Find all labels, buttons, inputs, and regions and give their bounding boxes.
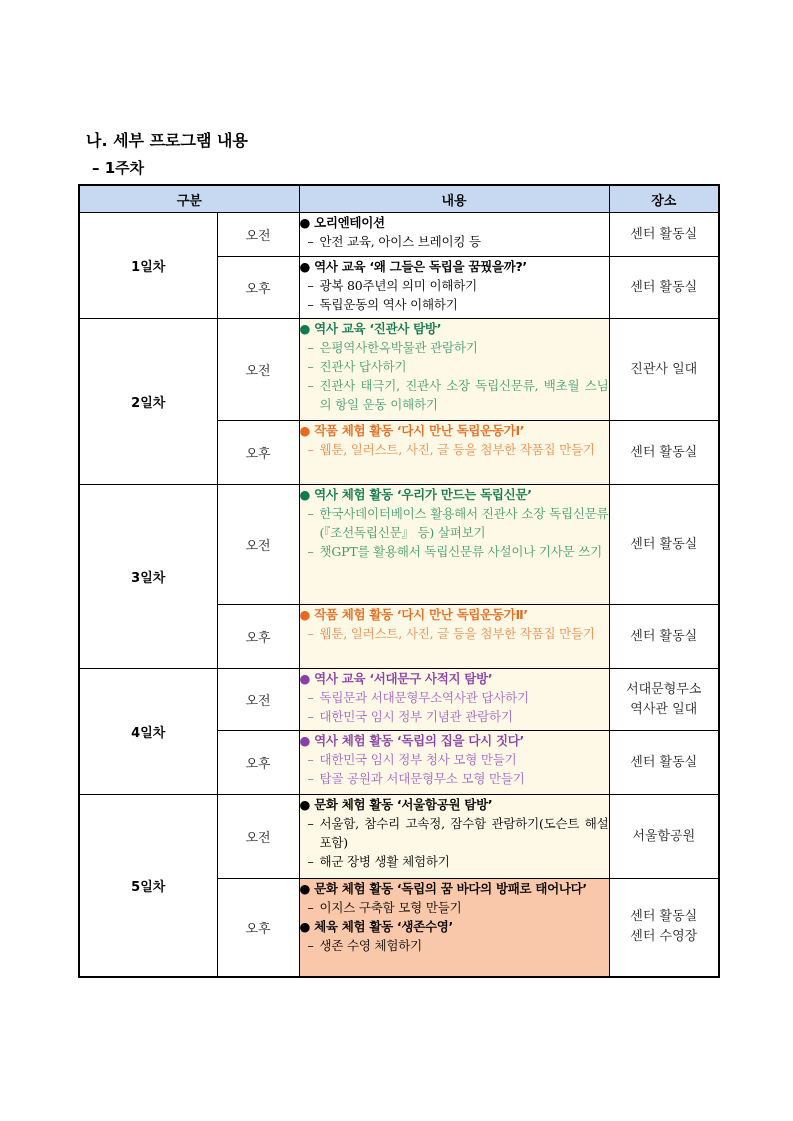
header-content: 내용 bbox=[299, 185, 609, 213]
dash-icon: – bbox=[307, 854, 314, 869]
list-item bbox=[300, 440, 609, 459]
period-label: 오전 bbox=[217, 213, 299, 257]
activity-items bbox=[300, 232, 609, 251]
activity-title bbox=[300, 879, 609, 898]
place-label: 서대문형무소 bbox=[626, 681, 702, 697]
activity-title bbox=[300, 605, 609, 624]
list-item bbox=[300, 542, 609, 561]
list-item bbox=[300, 707, 609, 726]
list-item-text: 해군 장병 생활 체험하기 bbox=[319, 854, 450, 869]
activity-items bbox=[300, 504, 609, 561]
session-content bbox=[299, 421, 609, 485]
place-cell bbox=[609, 213, 719, 257]
dash-icon: – bbox=[307, 709, 314, 724]
activity-items bbox=[300, 338, 609, 414]
schedule-table bbox=[78, 184, 720, 978]
place-label: 센터 활동실 bbox=[630, 754, 698, 770]
activity-title-text: 오리엔테이션 bbox=[314, 215, 385, 230]
list-item-text: 진관사 답사하기 bbox=[319, 359, 407, 374]
place-label: 서울함공원 bbox=[632, 828, 696, 844]
activity-title bbox=[300, 917, 609, 936]
dash-icon: – bbox=[307, 544, 314, 559]
dash-icon: – bbox=[307, 359, 314, 374]
bullet-icon: ● bbox=[299, 321, 311, 336]
list-item bbox=[300, 898, 609, 917]
place-cell bbox=[609, 485, 719, 605]
list-item-text: 웹툰, 일러스트, 사진, 글 등을 첨부한 작품집 만들기 bbox=[319, 626, 595, 641]
list-item bbox=[300, 936, 609, 955]
activity-items bbox=[300, 440, 609, 459]
day-label: 1일차 bbox=[79, 213, 217, 319]
place-cell bbox=[609, 257, 719, 319]
table-header-row bbox=[79, 185, 719, 213]
list-item-text: 챗GPT를 활용해서 독립신문류 사설이나 기사문 쓰기 bbox=[319, 544, 603, 559]
dash-icon: – bbox=[307, 900, 314, 915]
activity-title bbox=[300, 319, 609, 338]
period-label: 오전 bbox=[217, 319, 299, 421]
bullet-icon: ● bbox=[299, 797, 311, 812]
period-label: 오전 bbox=[217, 485, 299, 605]
list-item bbox=[300, 852, 609, 871]
bullet-icon: ● bbox=[299, 487, 311, 502]
dash-icon: – bbox=[307, 690, 314, 705]
list-item-text: 대한민국 임시 정부 청사 모형 만들기 bbox=[319, 752, 517, 767]
section-heading: 나. 세부 프로그램 내용 bbox=[86, 131, 248, 150]
activity-title bbox=[300, 731, 609, 750]
day-label: 3일차 bbox=[79, 485, 217, 669]
header-category: 구분 bbox=[79, 185, 299, 213]
place-label: 센터 활동실 bbox=[630, 536, 698, 552]
dash-icon: – bbox=[307, 278, 314, 293]
bullet-icon: ● bbox=[299, 733, 311, 748]
place-cell bbox=[609, 879, 719, 977]
place-cell bbox=[609, 421, 719, 485]
session-content bbox=[299, 879, 609, 977]
activity-title bbox=[300, 485, 609, 504]
session-content bbox=[299, 257, 609, 319]
activity-items bbox=[300, 276, 609, 314]
list-item-text: 탑골 공원과 서대문형무소 모형 만들기 bbox=[319, 771, 525, 786]
bullet-icon: ● bbox=[299, 259, 311, 274]
dash-icon: – bbox=[307, 506, 314, 521]
activity-title-text: 체육 체험 활동 ‘생존수영’ bbox=[314, 919, 453, 934]
dash-icon: – bbox=[307, 752, 314, 767]
dash-icon: – bbox=[307, 378, 314, 393]
bullet-icon: ● bbox=[299, 423, 311, 438]
list-item bbox=[300, 276, 609, 295]
place-cell bbox=[609, 795, 719, 879]
place-label: 센터 활동실 bbox=[630, 279, 698, 295]
list-item-text: 안전 교육, 아이스 브레이킹 등 bbox=[319, 234, 481, 249]
dash-icon: – bbox=[307, 340, 314, 355]
place-label: 센터 수영장 bbox=[630, 929, 698, 945]
activity-items bbox=[300, 624, 609, 643]
schedule-row bbox=[79, 485, 719, 605]
activity-items bbox=[300, 936, 609, 955]
place-cell bbox=[609, 605, 719, 669]
place-label: 센터 활동실 bbox=[630, 444, 698, 460]
place-label: 센터 활동실 bbox=[630, 628, 698, 644]
dash-icon: – bbox=[307, 938, 314, 953]
schedule-row bbox=[79, 213, 719, 257]
dash-icon: – bbox=[307, 771, 314, 786]
activity-title-text: 역사 교육 ‘서대문구 사적지 탐방’ bbox=[314, 671, 493, 686]
dash-icon: – bbox=[307, 626, 314, 641]
list-item bbox=[300, 232, 609, 251]
bullet-icon: ● bbox=[299, 919, 311, 934]
place-cell bbox=[609, 731, 719, 795]
session-content bbox=[299, 213, 609, 257]
activity-items bbox=[300, 750, 609, 788]
dash-icon: – bbox=[307, 442, 314, 457]
list-item-text: 진관사 태극기, 진관사 소장 독립신문류, 백초월 스님의 항일 운동 이해하기 bbox=[319, 378, 609, 412]
list-item bbox=[300, 357, 609, 376]
list-item-text: 웹툰, 일러스트, 사진, 글 등을 첨부한 작품집 만들기 bbox=[319, 442, 595, 457]
list-item-text: 광복 80주년의 의미 이해하기 bbox=[319, 278, 477, 293]
session-content bbox=[299, 485, 609, 605]
day-label: 4일차 bbox=[79, 669, 217, 795]
activity-title-text: 문화 체험 활동 ‘서울함공원 탐방’ bbox=[314, 797, 493, 812]
activity-title-text: 역사 교육 ‘진관사 탐방’ bbox=[314, 321, 442, 336]
session-content bbox=[299, 795, 609, 879]
place-label: 진관사 일대 bbox=[630, 361, 698, 377]
period-label: 오전 bbox=[217, 669, 299, 731]
activity-items bbox=[300, 688, 609, 726]
place-cell bbox=[609, 319, 719, 421]
list-item-text: 이지스 구축함 모형 만들기 bbox=[319, 900, 462, 915]
place-label: 역사관 일대 bbox=[630, 701, 698, 717]
activity-title bbox=[300, 257, 609, 276]
activity-title bbox=[300, 421, 609, 440]
list-item-text: 독립문과 서대문형무소역사관 답사하기 bbox=[319, 690, 529, 705]
activity-title-text: 역사 체험 활동 ‘독립의 집을 다시 짓다’ bbox=[314, 733, 524, 748]
list-item bbox=[300, 814, 609, 852]
bullet-icon: ● bbox=[299, 607, 311, 622]
activity-title-text: 역사 교육 ‘왜 그들은 독립을 꿈꿨을까?’ bbox=[314, 259, 527, 274]
schedule-row bbox=[79, 319, 719, 421]
period-label: 오후 bbox=[217, 257, 299, 319]
activity-title bbox=[300, 213, 609, 232]
list-item bbox=[300, 338, 609, 357]
header-place: 장소 bbox=[609, 185, 719, 213]
schedule-body bbox=[79, 213, 719, 977]
list-item-text: 생존 수영 체험하기 bbox=[319, 938, 423, 953]
period-label: 오후 bbox=[217, 605, 299, 669]
period-label: 오전 bbox=[217, 795, 299, 879]
day-label: 2일차 bbox=[79, 319, 217, 485]
session-content bbox=[299, 731, 609, 795]
day-label: 5일차 bbox=[79, 795, 217, 977]
session-content bbox=[299, 605, 609, 669]
list-item-text: 대한민국 임시 정부 기념관 관람하기 bbox=[319, 709, 513, 724]
period-label: 오후 bbox=[217, 421, 299, 485]
list-item bbox=[300, 376, 609, 414]
period-label: 오후 bbox=[217, 879, 299, 977]
activity-items bbox=[300, 814, 609, 871]
dash-icon: – bbox=[307, 816, 314, 831]
activity-items bbox=[300, 898, 609, 917]
activity-title-text: 작품 체험 활동 ‘다시 만난 독립운동가Ⅰ’ bbox=[314, 423, 525, 438]
list-item-text: 한국사데이터베이스 활용해서 진관사 소장 독립신문류(『조선독립신문』 등) 살펴보기 bbox=[319, 506, 609, 540]
session-content bbox=[299, 669, 609, 731]
list-item-text: 독립운동의 역사 이해하기 bbox=[319, 297, 458, 312]
dash-icon: – bbox=[307, 234, 314, 249]
list-item bbox=[300, 769, 609, 788]
place-label: 센터 활동실 bbox=[630, 226, 698, 242]
activity-title bbox=[300, 669, 609, 688]
dash-icon: – bbox=[307, 297, 314, 312]
list-item bbox=[300, 504, 609, 542]
activity-title-text: 작품 체험 활동 ‘다시 만난 독립운동가Ⅱ’ bbox=[314, 607, 528, 622]
list-item bbox=[300, 688, 609, 707]
list-item-text: 은평역사한옥박물관 관람하기 bbox=[319, 340, 478, 355]
list-item bbox=[300, 750, 609, 769]
list-item bbox=[300, 295, 609, 314]
list-item-text: 서울함, 참수리 고속정, 잠수함 관람하기(도슨트 해설 포함) bbox=[319, 816, 609, 850]
activity-title-text: 역사 체험 활동 ‘우리가 만드는 독립신문’ bbox=[314, 487, 532, 502]
bullet-icon: ● bbox=[299, 215, 311, 230]
week-heading: – 1주차 bbox=[92, 159, 145, 177]
place-label: 센터 활동실 bbox=[630, 909, 698, 925]
activity-title-text: 문화 체험 활동 ‘독립의 꿈 바다의 방패로 태어나다’ bbox=[314, 881, 587, 896]
period-label: 오후 bbox=[217, 731, 299, 795]
place-cell bbox=[609, 669, 719, 731]
bullet-icon: ● bbox=[299, 881, 311, 896]
session-content bbox=[299, 319, 609, 421]
list-item bbox=[300, 624, 609, 643]
bullet-icon: ● bbox=[299, 671, 311, 686]
schedule-row bbox=[79, 669, 719, 731]
activity-title bbox=[300, 795, 609, 814]
schedule-row bbox=[79, 795, 719, 879]
